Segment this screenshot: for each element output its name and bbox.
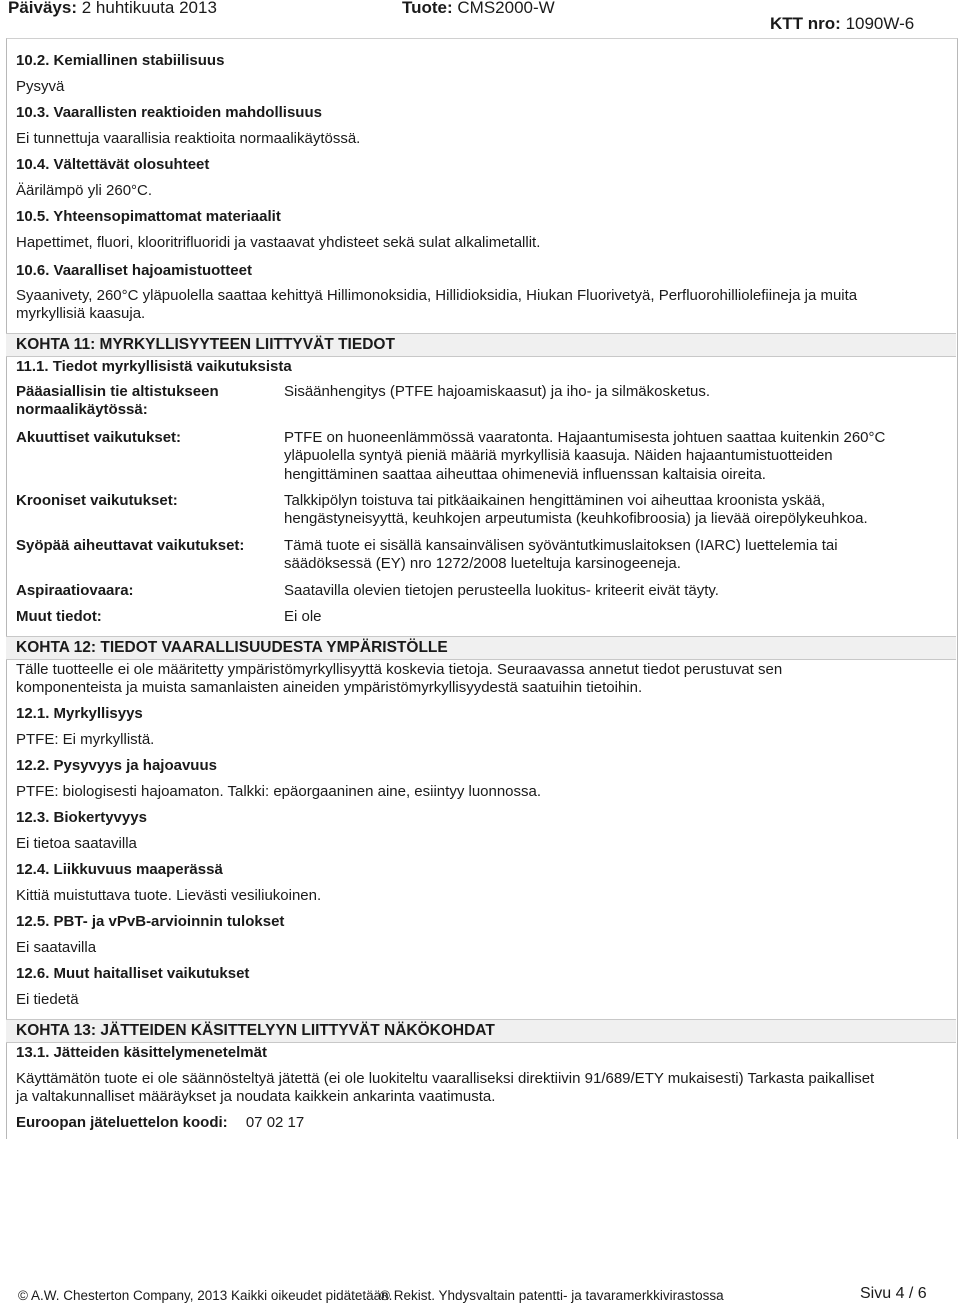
s10-text-5: Hapettimet, fluori, klooritrifluoridi ja vastaavat yhdisteet sekä sulat alkalimetallit.	[16, 234, 541, 251]
section-12-band	[6, 636, 956, 660]
s12-heading-2: 12.2. Pysyvyys ja hajoavuus	[16, 757, 217, 774]
s12-heading-3: 12.3. Biokertyvyys	[16, 809, 147, 826]
carcinogenic-text-2: säädöksessä (EY) nro 1272/2008 lueteltuja karsinogeeneja.	[284, 555, 681, 572]
aspiration-label: Aspiraatiovaara:	[16, 582, 134, 599]
waste-code-label: Euroopan jäteluettelon koodi:	[16, 1114, 228, 1131]
footer-page-number: Sivu 4 / 6	[860, 1285, 927, 1302]
footer-trademark: ® Rekist. Yhdysvaltain patentti- ja tavaramerkkivirastossa	[380, 1288, 724, 1303]
product-label: Tuote:	[402, 0, 453, 17]
chronic-text-2: hengästyneisyyttä, keuhkojen arpeutumista (keuhkofibroosia) ja lievää oirepölykeuhkoa.	[284, 510, 868, 527]
s13-subheading: 13.1. Jätteiden käsittelymenetelmät	[16, 1044, 267, 1061]
ktt-label: KTT nro:	[770, 14, 841, 33]
s10-heading-6: 10.6. Vaaralliset hajoamistuotteet	[16, 262, 252, 279]
acute-text-1: PTFE on huoneenlämmössä vaaratonta. Hajaantumisesta johtuen saattaa kuitenkin 260°C	[284, 429, 886, 446]
s12-text-3: Ei tietoa saatavilla	[16, 835, 137, 852]
footer-copyright: © A.W. Chesterton Company, 2013 Kaikki oikeudet pidätetään.	[18, 1288, 393, 1303]
s13-text-2: ja valtakunnalliset määräykset ja noudata kaikkein ankarinta vaatimusta.	[16, 1088, 496, 1105]
route-label-a: Pääasiallisin tie altistukseen	[16, 383, 219, 400]
acute-text-3: hengittäminen saattaa aiheuttaa ohimeneviä influenssan kaltaisia oireita.	[284, 466, 766, 483]
s10-text-6a: Syaanivety, 260°C yläpuolella saattaa kehittyä Hillimonoksidia, Hillidioksidia, Hiukan Fluorivetyä, Perfluorohilliolefiineja ja muita	[16, 287, 858, 304]
acute-label: Akuuttiset vaikutukset:	[16, 429, 182, 446]
s12-heading-6: 12.6. Muut haitalliset vaikutukset	[16, 965, 250, 982]
carcinogenic-label: Syöpää aiheuttavat vaikutukset:	[16, 537, 245, 554]
s12-heading-4: 12.4. Liikkuvuus maaperässä	[16, 861, 223, 878]
waste-code-value: 07 02 17	[245, 1114, 305, 1131]
s10-heading-3: 10.3. Vaarallisten reaktioiden mahdollisuus	[16, 104, 322, 121]
s10-text-4: Äärilämpö yli 260°C.	[16, 182, 153, 199]
s12-intro-1: Tälle tuotteelle ei ole määritetty ympäristömyrkyllisyyttä koskevia tietoja. Seuraavassa annetut tiedot perustuvat sen	[16, 661, 783, 678]
route-label-b: normaalikäytössä:	[16, 401, 148, 418]
s12-text-2: PTFE: biologisesti hajoamaton. Talkki: epäorgaaninen aine, esiintyy luonnossa.	[16, 783, 542, 800]
carcinogenic-text-1: Tämä tuote ei sisällä kansainvälisen syöväntutkimuslaitoksen (IARC) luettelemia tai	[284, 537, 838, 554]
s10-text-2: Pysyvä	[16, 78, 65, 95]
route-value: Sisäänhengitys (PTFE hajoamiskaasut) ja iho- ja silmäkosketus.	[284, 383, 711, 400]
header-ktt	[770, 14, 914, 34]
other-info-label: Muut tiedot:	[16, 608, 102, 625]
ktt-value: 1090W-6	[845, 14, 915, 33]
header-date	[8, 0, 217, 18]
section-13-band	[6, 1019, 956, 1043]
s12-text-5: Ei saatavilla	[16, 939, 97, 956]
chronic-label: Krooniset vaikutukset:	[16, 492, 178, 509]
date-label: Päiväys:	[8, 0, 77, 17]
s10-heading-2: 10.2. Kemiallinen stabiilisuus	[16, 52, 225, 69]
aspiration-value: Saatavilla olevien tietojen perusteella luokitus- kriteerit eivät täyty.	[284, 582, 719, 599]
s10-text-6b: myrkyllisiä kaasuja.	[16, 305, 146, 322]
product-value: CMS2000-W	[457, 0, 555, 17]
section-11-title: KOHTA 11: MYRKYLLISYYTEEN LIITTYVÄT TIEDOT	[16, 336, 395, 353]
s12-text-4: Kittiä muistuttava tuote. Lievästi vesiliukoinen.	[16, 887, 322, 904]
waste-code-row	[16, 1114, 304, 1132]
header-product	[402, 0, 555, 18]
s10-text-3: Ei tunnettuja vaarallisia reaktioita normaalikäytössä.	[16, 130, 361, 147]
s10-heading-4: 10.4. Vältettävät olosuhteet	[16, 156, 210, 173]
section-12-title: KOHTA 12: TIEDOT VAARALLISUUDESTA YMPÄRISTÖLLE	[16, 639, 448, 656]
chronic-text-1: Talkkipölyn toistuva tai pitkäaikainen hengittäminen voi aiheuttaa kroonista yskää,	[284, 492, 826, 509]
s12-heading-1: 12.1. Myrkyllisyys	[16, 705, 143, 722]
section-11-band	[6, 333, 956, 357]
s11-subheading: 11.1. Tiedot myrkyllisistä vaikutuksista	[16, 358, 292, 375]
other-info-value: Ei ole	[284, 608, 322, 625]
s12-heading-5: 12.5. PBT- ja vPvB-arvioinnin tulokset	[16, 913, 285, 930]
s12-text-1: PTFE: Ei myrkyllistä.	[16, 731, 155, 748]
acute-text-2: yläpuolella syntyä pieniä määriä myrkyllisiä kaasuja. Näiden hajaantumistuotteiden	[284, 447, 833, 464]
s12-intro-2: komponenteista ja muista samanlaisten aineiden ympäristömyrkyllisyydestä saatuihin tietoihin.	[16, 679, 643, 696]
s13-text-1: Käyttämätön tuote ei ole säännösteltyä jätettä (ei ole luokiteltu vaaralliseksi direktiivin 91/689/ETY mukaisesti) Tarkasta paikalliset	[16, 1070, 875, 1087]
section-13-title: KOHTA 13: JÄTTEIDEN KÄSITTELYYN LIITTYVÄT NÄKÖKOHDAT	[16, 1022, 495, 1039]
s10-heading-5: 10.5. Yhteensopimattomat materiaalit	[16, 208, 281, 225]
date-value: 2 huhtikuuta 2013	[81, 0, 217, 17]
s12-text-6: Ei tiedetä	[16, 991, 79, 1008]
